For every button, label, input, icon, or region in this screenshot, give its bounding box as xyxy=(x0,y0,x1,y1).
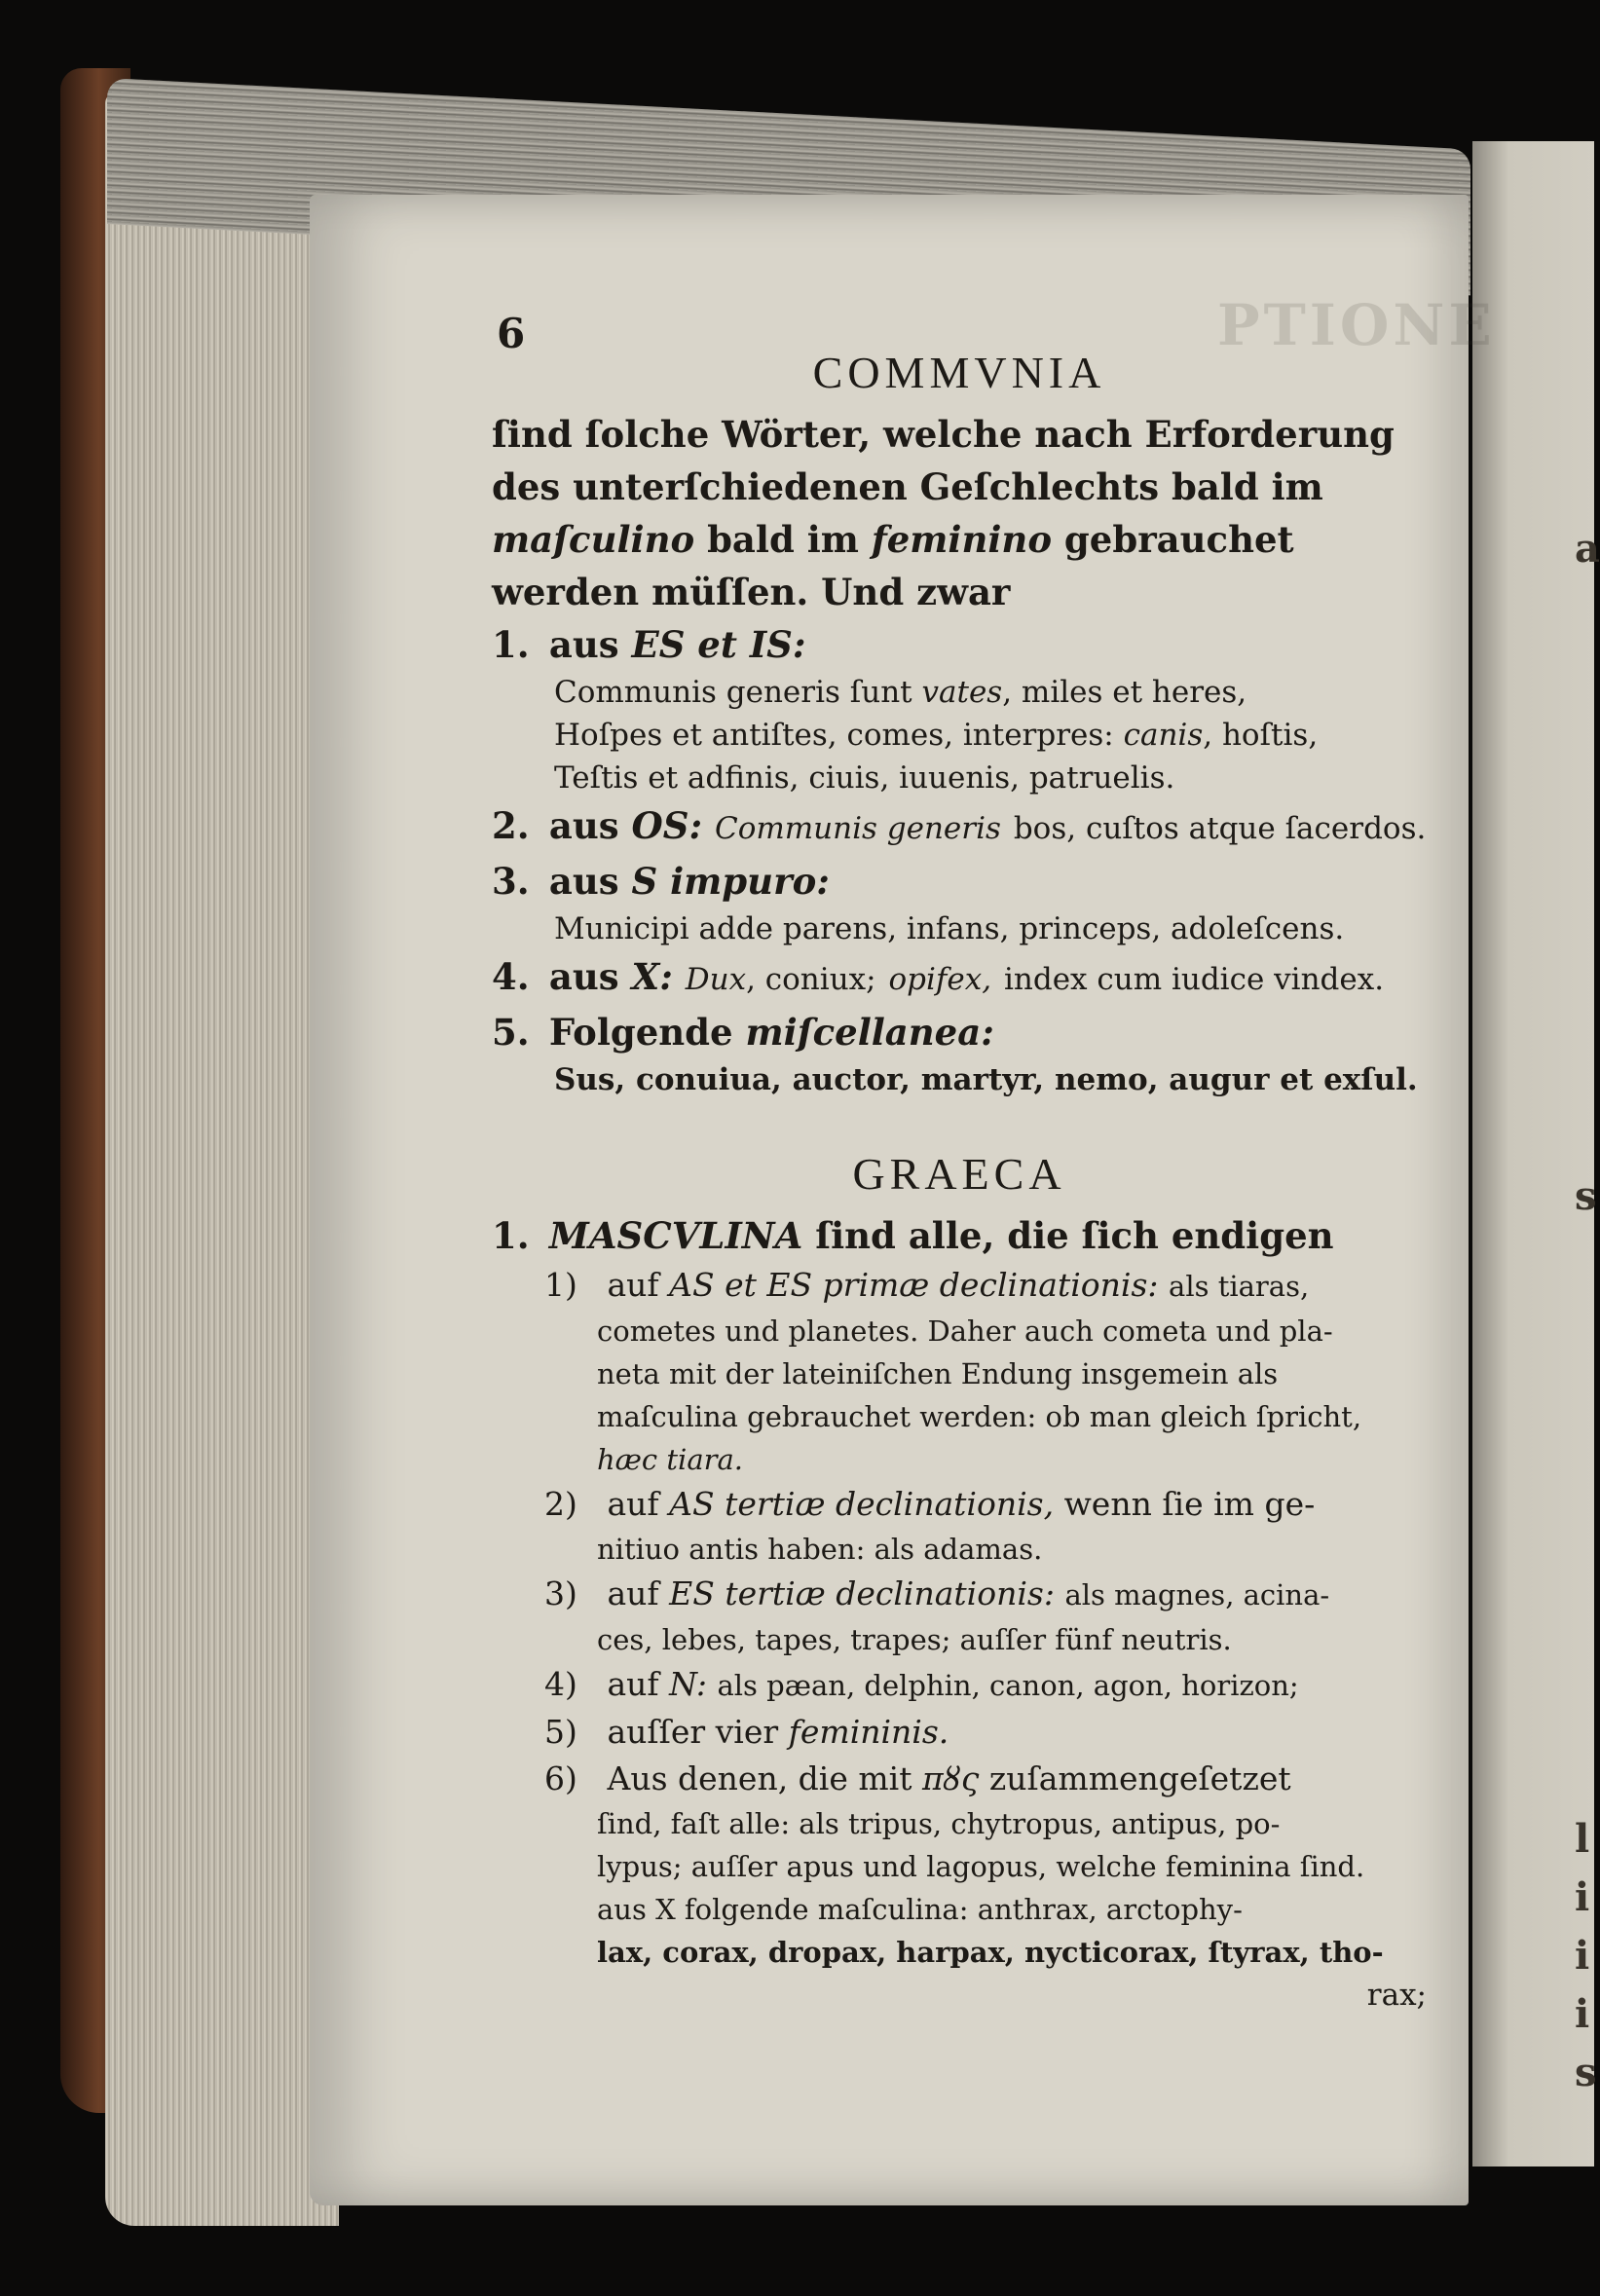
facing-page-fragment: s xyxy=(1575,2050,1597,2095)
facing-page-fragment: l xyxy=(1575,1816,1590,1862)
graeca-item: 3) auf ES tertiæ declinationis: als magnes, acina- xyxy=(544,1574,1330,1612)
graeca-item: 2) auf AS tertiæ declinationis, wenn ſie im ge- xyxy=(544,1485,1316,1523)
verse-line: Hoſpes et antiſtes, comes, interpres: canis, hoſtis, xyxy=(554,718,1319,753)
page-text xyxy=(492,302,1427,2017)
section-heading-communia: COMMVNIA xyxy=(812,348,1106,397)
page-number: 6 xyxy=(497,310,526,357)
verse-line: Communis generis ſunt vates, miles et heres, xyxy=(554,675,1247,710)
communia-intro: ſind ſolche Wörter, welche nach Erforderung des unterſchiedenen Geſchlechts bald im maſculino bald im feminino gebrauchet werden müſſen. Und zwar xyxy=(492,413,1395,613)
catchword: rax; xyxy=(1366,1978,1427,2013)
facing-page-fragment: i xyxy=(1575,1991,1590,2037)
graeca-lead: 1. MASCVLINA ſind alle, die ſich endigen xyxy=(492,1214,1334,1257)
rule-entry: 4. aus X: Dux, coniux; opifex, index cum iudice vindex. xyxy=(492,955,1385,998)
graeca-item: 5) auſſer vier femininis. xyxy=(544,1713,949,1751)
rule-entry: 2. aus OS: Communis generis bos, cuſtos atque ſacerdos. xyxy=(492,804,1427,847)
graeca-item-line: neta mit der lateiniſchen Endung insgemein als xyxy=(597,1357,1279,1390)
graeca-item: 1) auf AS et ES primæ declinationis: als tiaras, xyxy=(544,1266,1310,1304)
graeca-item-line: ces, lebes, tapes, trapes; auſſer fünf neutris. xyxy=(597,1623,1232,1656)
page-edges xyxy=(105,93,339,2226)
graeca-item-line: nitiuo antis haben: als adamas. xyxy=(597,1533,1043,1566)
facing-page-fragment: i xyxy=(1575,1933,1590,1979)
bleed-through-text: PTIONE xyxy=(1217,292,1496,358)
graeca-item-line: maſculina gebrauchet werden: ob man gleich ſpricht, xyxy=(597,1400,1362,1433)
graeca-item-line: lax, corax, dropax, harpax, nycticorax, ſtyrax, tho- xyxy=(597,1936,1384,1969)
graeca-item: 4) auf N: als pæan, delphin, canon, agon, horizon; xyxy=(544,1665,1299,1703)
verse-line: Municipi adde parens, infans, princeps, adoleſcens. xyxy=(554,911,1345,946)
graeca-item: 6) Aus denen, die mit πȣς zuſammengeſetzet xyxy=(544,1759,1291,1797)
rule-entry: 1. aus ES et IS: xyxy=(492,623,806,666)
graeca-item-line: cometes und planetes. Daher auch cometa und pla- xyxy=(597,1315,1333,1348)
verse-line: Sus, conuiua, auctor, martyr, nemo, augur et exſul. xyxy=(554,1062,1418,1097)
graeca-item-line: hæc tiara. xyxy=(597,1443,743,1476)
rule-entry: 3. aus S impuro: xyxy=(492,860,830,903)
facing-page-fragment: s xyxy=(1575,1173,1597,1219)
graeca-item-line: aus X folgende maſculina: anthrax, arctophy- xyxy=(597,1893,1243,1926)
rule-entry: 5. Folgende miſcellanea: xyxy=(492,1011,994,1054)
graeca-item-line: lypus; auſſer apus und lagopus, welche feminina ſind. xyxy=(597,1850,1365,1883)
graeca-item-line: ſind, faſt alle: als tripus, chytropus, antipus, po- xyxy=(597,1807,1281,1840)
facing-page xyxy=(1472,141,1600,2166)
verse-line: Teſtis et adfinis, ciuis, iuuenis, patruelis. xyxy=(554,760,1175,796)
section-heading-graeca: GRAECA xyxy=(852,1149,1066,1199)
facing-page-fragment: i xyxy=(1575,1874,1590,1920)
facing-page-fragment: a xyxy=(1575,526,1600,572)
